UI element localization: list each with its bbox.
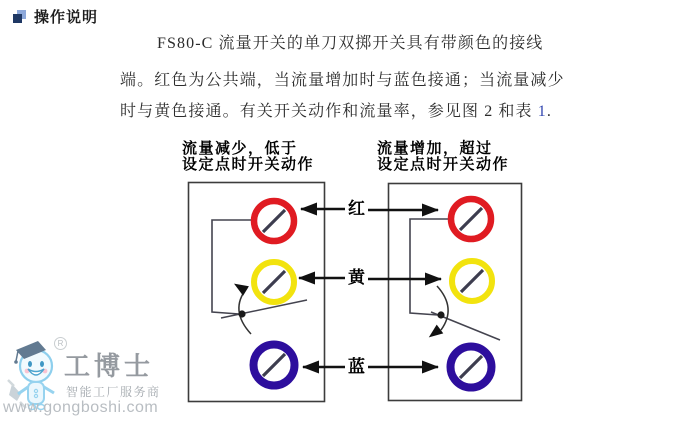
left-pivot-dot (238, 310, 245, 317)
paragraph-line-3-text: 时与黄色接通。有关开关动作和流量率，参见图 2 和表 (120, 103, 538, 120)
table-1-link[interactable]: 1 (537, 103, 547, 120)
left-panel-title (182, 141, 314, 172)
paragraph-line-1: FS80-C 流量开关的单刀双掷开关具有带颜色的接线 (157, 35, 544, 52)
section-title: 操作说明 (34, 9, 99, 26)
right-panel-title (377, 141, 509, 172)
watermark-tagline: 智能工厂服务商 (66, 385, 161, 399)
watermark-url: www.gongboshi.com (3, 399, 159, 416)
watermark (0, 332, 170, 421)
paragraph-period: . (546, 103, 552, 120)
left-panel-title-line-1: 流量减少，低于 (182, 140, 298, 157)
right-panel-title-line-1: 流量增加，超过 (377, 140, 493, 157)
right-pivot-dot (437, 311, 444, 318)
terminal-label-yellow: 黄 (348, 268, 365, 287)
terminal-label-blue: 蓝 (348, 357, 365, 376)
left-terminals (254, 201, 295, 386)
right-panel-title-line-2: 设定点时开关动作 (377, 155, 510, 173)
terminal-label-red: 红 (348, 199, 365, 218)
watermark-brand: 工博士 (64, 352, 155, 381)
right-terminals (451, 199, 493, 388)
registered-mark-icon: R (54, 337, 67, 350)
paragraph-line-2: 端。红色为公共端，当流量增加时与蓝色接通；当流量减少 (120, 72, 565, 89)
left-panel-title-line-2: 设定点时开关动作 (182, 155, 315, 173)
